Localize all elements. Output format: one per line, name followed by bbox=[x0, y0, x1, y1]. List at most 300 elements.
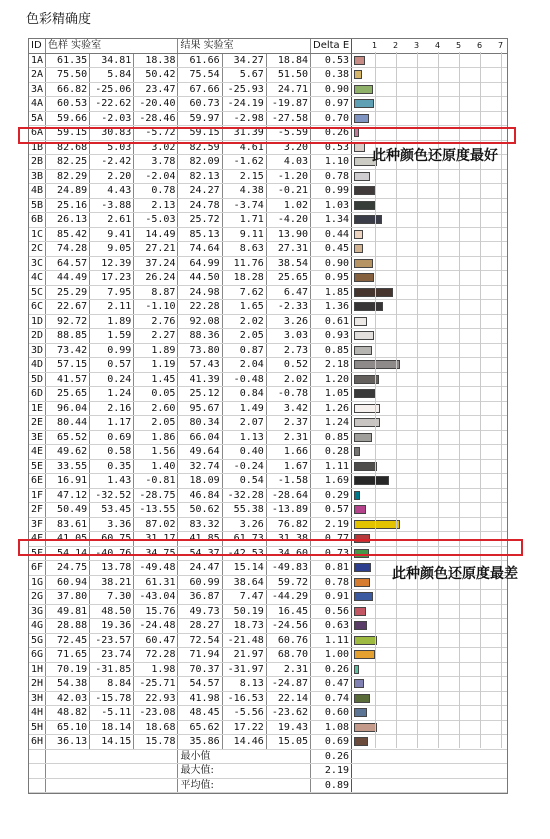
result-a: 11.76 bbox=[222, 256, 266, 271]
result-l: 65.62 bbox=[178, 720, 222, 735]
sample-l: 36.13 bbox=[46, 735, 90, 750]
scale-tick-label: 7 bbox=[498, 41, 504, 50]
result-l: 32.74 bbox=[178, 459, 222, 474]
result-l: 49.73 bbox=[178, 604, 222, 619]
delta-e-value: 0.26 bbox=[311, 662, 352, 677]
sample-l: 70.19 bbox=[46, 662, 90, 677]
sample-a: 1.43 bbox=[90, 474, 134, 489]
result-a: -21.48 bbox=[222, 633, 266, 648]
result-b: 4.03 bbox=[266, 155, 310, 170]
delta-e-value: 1.24 bbox=[311, 416, 352, 431]
result-l: 67.66 bbox=[178, 82, 222, 97]
patch-id: 2C bbox=[29, 242, 46, 257]
sample-l: 82.68 bbox=[46, 140, 90, 155]
delta-e-bar bbox=[354, 404, 380, 413]
patch-id: 6G bbox=[29, 648, 46, 663]
patch-id: 5F bbox=[29, 546, 46, 561]
result-l: 50.62 bbox=[178, 503, 222, 518]
delta-e-value: 0.99 bbox=[311, 184, 352, 199]
delta-e-value: 0.73 bbox=[311, 546, 352, 561]
sample-l: 25.16 bbox=[46, 198, 90, 213]
delta-e-value: 1.20 bbox=[311, 372, 352, 387]
result-a: 31.39 bbox=[222, 126, 266, 141]
result-a: 2.15 bbox=[222, 169, 266, 184]
sample-a: 3.36 bbox=[90, 517, 134, 532]
result-l: 24.98 bbox=[178, 285, 222, 300]
summary-blank bbox=[29, 764, 46, 779]
result-a: 0.54 bbox=[222, 474, 266, 489]
scale-gridline bbox=[501, 52, 502, 748]
sample-l: 22.67 bbox=[46, 300, 90, 315]
result-l: 75.54 bbox=[178, 68, 222, 83]
result-a: -16.53 bbox=[222, 691, 266, 706]
result-a: -32.28 bbox=[222, 488, 266, 503]
sample-b: 1.40 bbox=[134, 459, 178, 474]
result-b: 2.73 bbox=[266, 343, 310, 358]
result-a: 8.13 bbox=[222, 677, 266, 692]
sample-l: 54.14 bbox=[46, 546, 90, 561]
sample-b: 1.56 bbox=[134, 445, 178, 460]
sample-l: 16.91 bbox=[46, 474, 90, 489]
delta-e-value: 0.53 bbox=[311, 53, 352, 68]
best-color-highlight bbox=[18, 127, 516, 144]
result-l: 83.32 bbox=[178, 517, 222, 532]
result-a: -2.98 bbox=[222, 111, 266, 126]
result-b: 2.31 bbox=[266, 430, 310, 445]
result-l: 74.64 bbox=[178, 242, 222, 257]
delta-e-bar bbox=[354, 302, 383, 311]
sample-b: -1.10 bbox=[134, 300, 178, 315]
result-b: 15.05 bbox=[266, 735, 310, 750]
patch-id: 4D bbox=[29, 358, 46, 373]
delta-e-value: 1.26 bbox=[311, 401, 352, 416]
patch-id: 2H bbox=[29, 677, 46, 692]
result-a: -25.93 bbox=[222, 82, 266, 97]
table-row bbox=[29, 503, 507, 518]
sample-l: 66.82 bbox=[46, 82, 90, 97]
table-row bbox=[29, 706, 507, 721]
patch-id: 3F bbox=[29, 517, 46, 532]
delta-e-bar bbox=[354, 476, 389, 485]
sample-b: 3.02 bbox=[134, 140, 178, 155]
result-a: 2.07 bbox=[222, 416, 266, 431]
result-a: 61.73 bbox=[222, 532, 266, 547]
sample-b: 0.05 bbox=[134, 387, 178, 402]
result-a: 0.40 bbox=[222, 445, 266, 460]
result-b: 68.70 bbox=[266, 648, 310, 663]
result-l: 49.64 bbox=[178, 445, 222, 460]
result-b: -19.87 bbox=[266, 97, 310, 112]
result-a: 1.65 bbox=[222, 300, 266, 315]
sample-b: 15.78 bbox=[134, 735, 178, 750]
result-l: 44.50 bbox=[178, 271, 222, 286]
table-row bbox=[29, 401, 507, 416]
sample-l: 65.10 bbox=[46, 720, 90, 735]
result-b: -28.64 bbox=[266, 488, 310, 503]
patch-id: 6A bbox=[29, 126, 46, 141]
scale-tick-label: 3 bbox=[414, 41, 420, 50]
sample-b: 87.02 bbox=[134, 517, 178, 532]
sample-b: 2.60 bbox=[134, 401, 178, 416]
result-a: 8.63 bbox=[222, 242, 266, 257]
result-b: 2.37 bbox=[266, 416, 310, 431]
delta-e-value: 0.61 bbox=[311, 314, 352, 329]
result-a: 7.47 bbox=[222, 590, 266, 605]
table-row bbox=[29, 314, 507, 329]
summary-blank bbox=[352, 778, 508, 793]
table-row bbox=[29, 372, 507, 387]
result-a: 18.73 bbox=[222, 619, 266, 634]
delta-e-value: 0.60 bbox=[311, 706, 352, 721]
result-a: 21.97 bbox=[222, 648, 266, 663]
sample-l: 54.38 bbox=[46, 677, 90, 692]
table-row bbox=[29, 68, 507, 83]
delta-e-value: 0.97 bbox=[311, 97, 352, 112]
sample-b: -13.55 bbox=[134, 503, 178, 518]
header-delta-e: Delta E bbox=[311, 39, 352, 53]
sample-a: 53.45 bbox=[90, 503, 134, 518]
delta-e-bar bbox=[354, 665, 359, 674]
sample-l: 47.12 bbox=[46, 488, 90, 503]
sample-b: 61.31 bbox=[134, 575, 178, 590]
result-b: 3.42 bbox=[266, 401, 310, 416]
result-a: -1.62 bbox=[222, 155, 266, 170]
table-row bbox=[29, 198, 507, 213]
delta-e-value: 0.28 bbox=[311, 445, 352, 460]
delta-e-bar bbox=[354, 360, 400, 369]
sample-a: 0.24 bbox=[90, 372, 134, 387]
sample-a: 0.58 bbox=[90, 445, 134, 460]
patch-id: 3E bbox=[29, 430, 46, 445]
summary-value: 0.26 bbox=[311, 749, 352, 764]
sample-a: 30.83 bbox=[90, 126, 134, 141]
sample-a: -23.57 bbox=[90, 633, 134, 648]
patch-id: 1H bbox=[29, 662, 46, 677]
table-row bbox=[29, 590, 507, 605]
result-l: 59.97 bbox=[178, 111, 222, 126]
result-a: 7.62 bbox=[222, 285, 266, 300]
sample-b: 72.28 bbox=[134, 648, 178, 663]
worst-color-note: 此种颜色还原度最差 bbox=[392, 566, 518, 582]
table-row bbox=[29, 343, 507, 358]
summary-blank bbox=[46, 778, 178, 793]
result-b: -24.87 bbox=[266, 677, 310, 692]
sample-l: 41.57 bbox=[46, 372, 90, 387]
result-l: 72.54 bbox=[178, 633, 222, 648]
sample-l: 50.49 bbox=[46, 503, 90, 518]
sample-l: 57.15 bbox=[46, 358, 90, 373]
result-b: 3.03 bbox=[266, 329, 310, 344]
result-b: 13.90 bbox=[266, 227, 310, 242]
result-l: 36.87 bbox=[178, 590, 222, 605]
table-row bbox=[29, 329, 507, 344]
table-row bbox=[29, 387, 507, 402]
header-scale bbox=[352, 39, 508, 53]
sample-b: -23.08 bbox=[134, 706, 178, 721]
delta-e-bar bbox=[354, 259, 373, 268]
table-row bbox=[29, 300, 507, 315]
sample-b: 18.68 bbox=[134, 720, 178, 735]
result-l: 57.43 bbox=[178, 358, 222, 373]
result-b: 2.31 bbox=[266, 662, 310, 677]
sample-a: 17.23 bbox=[90, 271, 134, 286]
table-row bbox=[29, 213, 507, 228]
sample-l: 25.65 bbox=[46, 387, 90, 402]
sample-l: 71.65 bbox=[46, 648, 90, 663]
sample-a: -22.62 bbox=[90, 97, 134, 112]
delta-e-value: 0.78 bbox=[311, 575, 352, 590]
result-l: 92.08 bbox=[178, 314, 222, 329]
table-row bbox=[29, 488, 507, 503]
delta-e-bar bbox=[354, 186, 375, 195]
summary-blank bbox=[352, 764, 508, 779]
result-l: 28.27 bbox=[178, 619, 222, 634]
sample-a: -25.06 bbox=[90, 82, 134, 97]
patch-id: 3D bbox=[29, 343, 46, 358]
table-row bbox=[29, 619, 507, 634]
sample-l: 72.45 bbox=[46, 633, 90, 648]
result-a: 9.11 bbox=[222, 227, 266, 242]
sample-a: 13.78 bbox=[90, 561, 134, 576]
scale-tick-label: 5 bbox=[456, 41, 462, 50]
result-b: 1.66 bbox=[266, 445, 310, 460]
result-l: 22.28 bbox=[178, 300, 222, 315]
table-row bbox=[29, 82, 507, 97]
header-id: ID bbox=[29, 39, 46, 53]
result-b: 0.52 bbox=[266, 358, 310, 373]
result-l: 54.57 bbox=[178, 677, 222, 692]
sample-a: -5.11 bbox=[90, 706, 134, 721]
sample-b: 1.98 bbox=[134, 662, 178, 677]
delta-e-value: 0.29 bbox=[311, 488, 352, 503]
result-b: 22.14 bbox=[266, 691, 310, 706]
result-b: 51.50 bbox=[266, 68, 310, 83]
result-a: 1.71 bbox=[222, 213, 266, 228]
header-sample-lab: 色样 实验室 bbox=[46, 39, 178, 53]
result-l: 24.27 bbox=[178, 184, 222, 199]
result-a: 50.19 bbox=[222, 604, 266, 619]
sample-a: 2.11 bbox=[90, 300, 134, 315]
delta-e-bar bbox=[354, 636, 377, 645]
result-a: 14.46 bbox=[222, 735, 266, 750]
result-a: 5.67 bbox=[222, 68, 266, 83]
sample-b: -24.48 bbox=[134, 619, 178, 634]
delta-e-value: 1.34 bbox=[311, 213, 352, 228]
result-a: -42.53 bbox=[222, 546, 266, 561]
patch-id: 2B bbox=[29, 155, 46, 170]
table-row bbox=[29, 53, 507, 68]
result-l: 80.34 bbox=[178, 416, 222, 431]
result-l: 25.12 bbox=[178, 387, 222, 402]
result-b: -0.78 bbox=[266, 387, 310, 402]
sample-l: 61.35 bbox=[46, 53, 90, 68]
sample-a: -2.42 bbox=[90, 155, 134, 170]
sample-b: -0.81 bbox=[134, 474, 178, 489]
result-a: -31.97 bbox=[222, 662, 266, 677]
sample-a: -31.85 bbox=[90, 662, 134, 677]
result-a: 3.26 bbox=[222, 517, 266, 532]
delta-e-bar bbox=[354, 592, 373, 601]
result-b: -49.83 bbox=[266, 561, 310, 576]
table-row bbox=[29, 416, 507, 431]
sample-b: 50.42 bbox=[134, 68, 178, 83]
delta-e-bar bbox=[354, 273, 374, 282]
result-l: 82.13 bbox=[178, 169, 222, 184]
delta-e-value: 0.74 bbox=[311, 691, 352, 706]
patch-id: 4H bbox=[29, 706, 46, 721]
result-b: -1.58 bbox=[266, 474, 310, 489]
patch-id: 1F bbox=[29, 488, 46, 503]
patch-id: 5E bbox=[29, 459, 46, 474]
result-l: 60.99 bbox=[178, 575, 222, 590]
result-b: -0.21 bbox=[266, 184, 310, 199]
delta-e-value: 1.11 bbox=[311, 459, 352, 474]
result-a: 55.38 bbox=[222, 503, 266, 518]
delta-e-value: 0.44 bbox=[311, 227, 352, 242]
sample-b: 1.45 bbox=[134, 372, 178, 387]
patch-id: 4A bbox=[29, 97, 46, 112]
patch-id: 5G bbox=[29, 633, 46, 648]
delta-e-value: 1.85 bbox=[311, 285, 352, 300]
summary-blank bbox=[29, 778, 46, 793]
result-a: -0.24 bbox=[222, 459, 266, 474]
patch-id: 2E bbox=[29, 416, 46, 431]
result-b: 34.60 bbox=[266, 546, 310, 561]
delta-e-value: 1.11 bbox=[311, 633, 352, 648]
sample-a: 18.14 bbox=[90, 720, 134, 735]
patch-id: 1A bbox=[29, 53, 46, 68]
patch-id: 3H bbox=[29, 691, 46, 706]
patch-id: 3C bbox=[29, 256, 46, 271]
sample-a: 7.95 bbox=[90, 285, 134, 300]
delta-e-bar bbox=[354, 621, 367, 630]
result-a: -24.19 bbox=[222, 97, 266, 112]
sample-a: 38.21 bbox=[90, 575, 134, 590]
delta-e-value: 0.56 bbox=[311, 604, 352, 619]
summary-label: 最小值 bbox=[178, 749, 311, 764]
delta-e-value: 0.53 bbox=[311, 140, 352, 155]
table-row bbox=[29, 285, 507, 300]
patch-id: 6B bbox=[29, 213, 46, 228]
table-row bbox=[29, 662, 507, 677]
sample-a: 2.16 bbox=[90, 401, 134, 416]
sample-l: 33.55 bbox=[46, 459, 90, 474]
result-a: -0.48 bbox=[222, 372, 266, 387]
sample-l: 49.81 bbox=[46, 604, 90, 619]
delta-e-value: 0.85 bbox=[311, 343, 352, 358]
delta-e-value: 0.77 bbox=[311, 532, 352, 547]
result-l: 35.86 bbox=[178, 735, 222, 750]
delta-e-bar bbox=[354, 114, 369, 123]
table-row bbox=[29, 430, 507, 445]
result-b: 60.76 bbox=[266, 633, 310, 648]
sample-l: 59.15 bbox=[46, 126, 90, 141]
table-row bbox=[29, 271, 507, 286]
sample-b: 2.27 bbox=[134, 329, 178, 344]
patch-id: 4E bbox=[29, 445, 46, 460]
delta-e-bar bbox=[354, 317, 367, 326]
delta-e-bar bbox=[354, 679, 364, 688]
delta-e-bar bbox=[354, 244, 363, 253]
result-a: 17.22 bbox=[222, 720, 266, 735]
header-result-lab: 结果 实验室 bbox=[178, 39, 311, 53]
sample-l: 49.62 bbox=[46, 445, 90, 460]
patch-id: 2G bbox=[29, 590, 46, 605]
delta-e-bar bbox=[354, 215, 382, 224]
sample-b: 37.24 bbox=[134, 256, 178, 271]
delta-e-bar bbox=[354, 288, 393, 297]
patch-id: 5C bbox=[29, 285, 46, 300]
patch-id: 6D bbox=[29, 387, 46, 402]
sample-l: 42.03 bbox=[46, 691, 90, 706]
sample-b: 60.47 bbox=[134, 633, 178, 648]
sample-b: -5.03 bbox=[134, 213, 178, 228]
sample-b: 18.38 bbox=[134, 53, 178, 68]
patch-id: 5H bbox=[29, 720, 46, 735]
result-b: 3.20 bbox=[266, 140, 310, 155]
sample-b: 15.76 bbox=[134, 604, 178, 619]
page-title: 色彩精确度 bbox=[26, 12, 92, 27]
delta-e-bar bbox=[354, 737, 368, 746]
delta-e-bar bbox=[354, 99, 374, 108]
scale-tick-label: 1 bbox=[372, 41, 378, 50]
delta-e-value: 0.85 bbox=[311, 430, 352, 445]
result-a: 18.28 bbox=[222, 271, 266, 286]
patch-id: 1C bbox=[29, 227, 46, 242]
result-a: 2.04 bbox=[222, 358, 266, 373]
table-row bbox=[29, 474, 507, 489]
result-a: 38.64 bbox=[222, 575, 266, 590]
worst-color-highlight bbox=[18, 539, 523, 556]
result-l: 95.67 bbox=[178, 401, 222, 416]
summary-row bbox=[29, 749, 507, 764]
sample-l: 88.85 bbox=[46, 329, 90, 344]
result-b: -27.58 bbox=[266, 111, 310, 126]
delta-e-value: 0.93 bbox=[311, 329, 352, 344]
sample-l: 60.53 bbox=[46, 97, 90, 112]
delta-e-value: 0.69 bbox=[311, 735, 352, 750]
table-row bbox=[29, 648, 507, 663]
delta-e-bar bbox=[354, 172, 370, 181]
sample-a: 60.75 bbox=[90, 532, 134, 547]
result-b: 2.02 bbox=[266, 372, 310, 387]
delta-e-bar bbox=[354, 708, 367, 717]
delta-e-bar bbox=[354, 723, 377, 732]
sample-b: -25.71 bbox=[134, 677, 178, 692]
result-b: -24.56 bbox=[266, 619, 310, 634]
result-b: 3.26 bbox=[266, 314, 310, 329]
sample-b: 2.13 bbox=[134, 198, 178, 213]
best-color-note: 此种颜色还原度最好 bbox=[372, 148, 498, 164]
result-l: 24.47 bbox=[178, 561, 222, 576]
result-a: 4.38 bbox=[222, 184, 266, 199]
delta-e-value: 2.19 bbox=[311, 517, 352, 532]
table-header-row bbox=[29, 39, 507, 53]
summary-blank bbox=[29, 749, 46, 764]
result-a: 0.87 bbox=[222, 343, 266, 358]
sample-l: 82.29 bbox=[46, 169, 90, 184]
delta-e-bar bbox=[354, 418, 380, 427]
sample-a: 9.41 bbox=[90, 227, 134, 242]
sample-b: 1.89 bbox=[134, 343, 178, 358]
patch-id: 2A bbox=[29, 68, 46, 83]
table-row bbox=[29, 735, 507, 750]
sample-a: 1.59 bbox=[90, 329, 134, 344]
sample-b: 34.75 bbox=[134, 546, 178, 561]
delta-e-bar bbox=[354, 433, 372, 442]
result-a: 4.61 bbox=[222, 140, 266, 155]
result-b: 59.72 bbox=[266, 575, 310, 590]
